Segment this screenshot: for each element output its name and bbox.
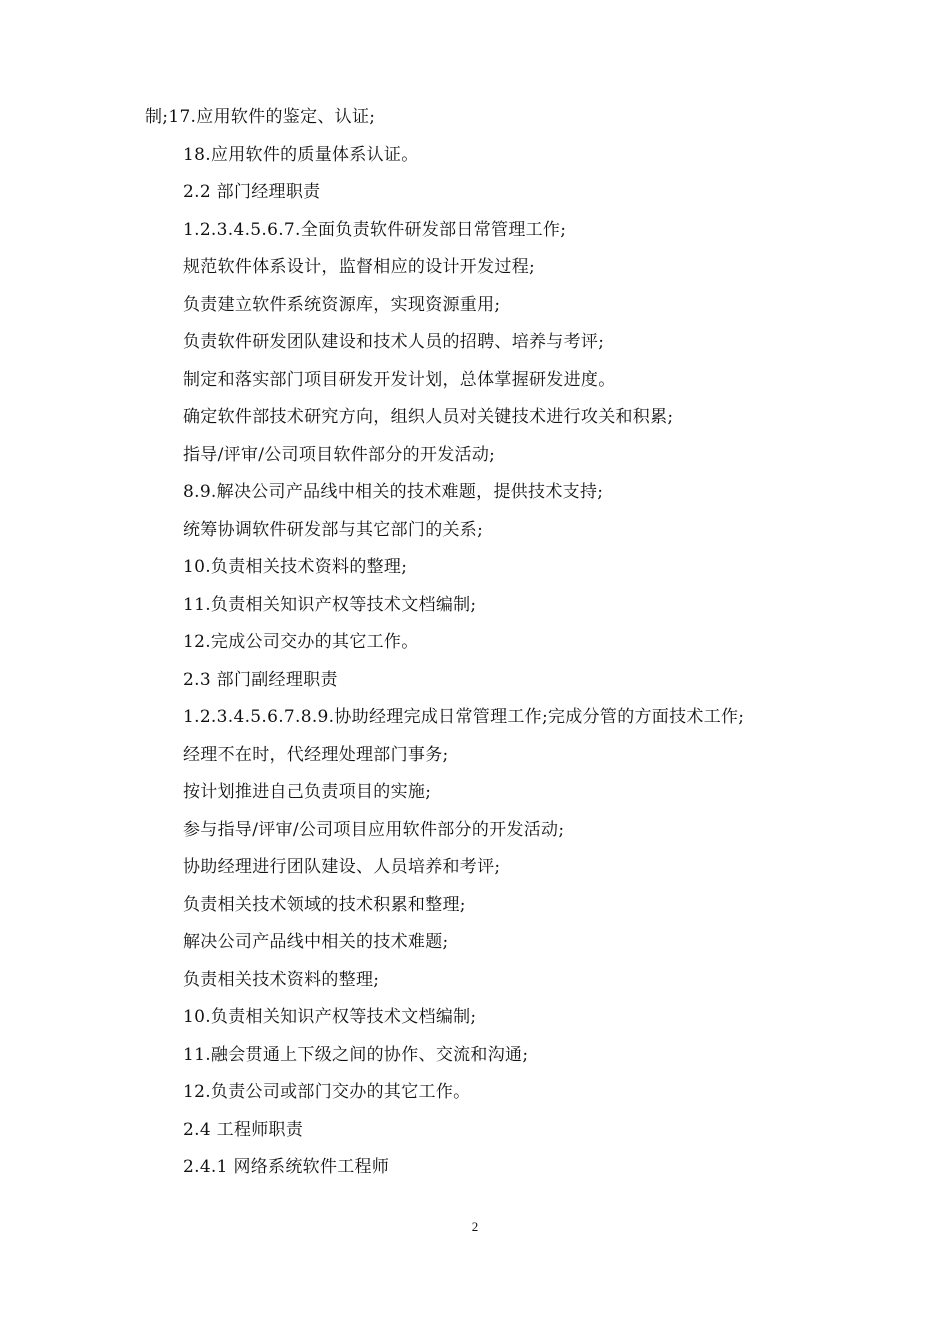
text-line: 负责相关技术领域的技术积累和整理; (183, 895, 466, 915)
text-line: 负责建立软件系统资源库，实现资源重用; (183, 295, 501, 315)
text-line: 11.负责相关知识产权等技术文档编制; (183, 595, 477, 615)
text-line: 确定软件部技术研究方向，组织人员对关键技术进行攻关和积累; (183, 407, 674, 427)
text-line: 制定和落实部门项目研发开发计划，总体掌握研发进度。 (183, 370, 616, 390)
text-line: 11.融会贯通上下级之间的协作、交流和沟通; (183, 1045, 529, 1065)
text-line: 12.负责公司或部门交办的其它工作。 (183, 1082, 471, 1102)
text-line: 1.2.3.4.5.6.7.全面负责软件研发部日常管理工作; (183, 220, 567, 240)
text-line: 18.应用软件的质量体系认证。 (183, 145, 419, 165)
text-line: 经理不在时，代经理处理部门事务; (183, 745, 449, 765)
text-line: 8.9.解决公司产品线中相关的技术难题，提供技术支持; (183, 482, 604, 502)
text-line: 协助经理进行团队建设、人员培养和考评; (183, 857, 501, 877)
page-number: 2 (471, 1219, 479, 1234)
text-line: 按计划推进自己负责项目的实施; (183, 782, 432, 802)
text-line: 统筹协调软件研发部与其它部门的关系; (183, 520, 484, 540)
text-line: 10.负责相关技术资料的整理; (183, 557, 408, 577)
text-line: 12.完成公司交办的其它工作。 (183, 632, 419, 652)
section-heading: 2.4 工程师职责 (183, 1120, 304, 1140)
text-line: 解决公司产品线中相关的技术难题; (183, 932, 449, 952)
text-line: 1.2.3.4.5.6.7.8.9.协助经理完成日常管理工作;完成分管的方面技术工作; (183, 707, 745, 727)
text-line: 负责相关技术资料的整理; (183, 970, 380, 990)
section-heading: 2.3 部门副经理职责 (183, 670, 338, 690)
text-line: 10.负责相关知识产权等技术文档编制; (183, 1007, 477, 1027)
text-line: 参与指导/评审/公司项目应用软件部分的开发活动; (183, 820, 565, 840)
text-line: 制;17.应用软件的鉴定、认证; (145, 107, 376, 127)
text-line: 指导/评审/公司项目软件部分的开发活动; (183, 445, 496, 465)
text-line: 规范软件体系设计，监督相应的设计开发过程; (183, 257, 536, 277)
text-line: 负责软件研发团队建设和技术人员的招聘、培养与考评; (183, 332, 605, 352)
section-heading: 2.2 部门经理职责 (183, 182, 321, 202)
subsection-heading: 2.4.1 网络系统软件工程师 (183, 1157, 390, 1177)
